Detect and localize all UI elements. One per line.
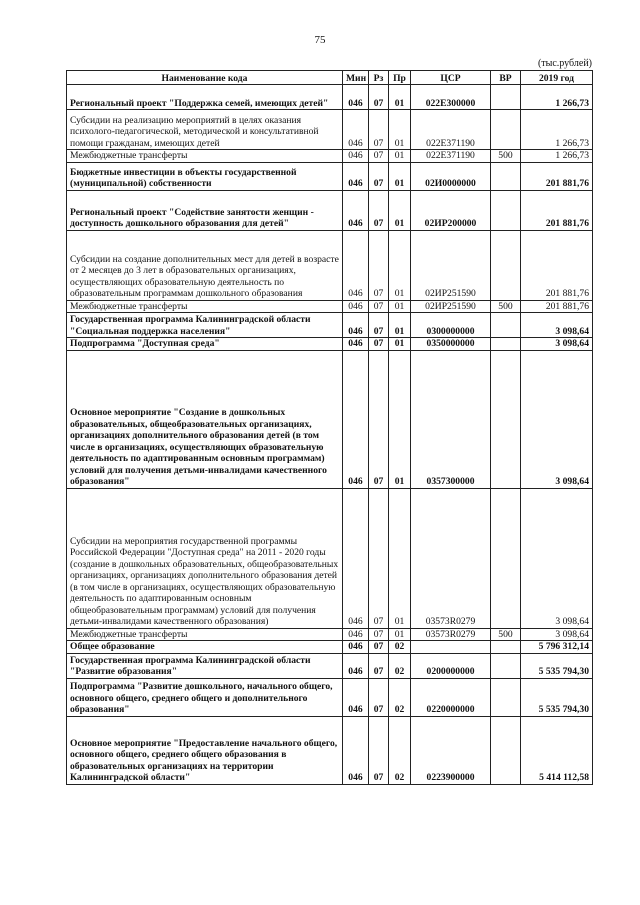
row-pr: 01 (389, 162, 411, 190)
row-vr (491, 350, 521, 488)
header-name: Наименование кода (67, 71, 343, 85)
row-name: Подпрограмма "Доступная среда" (67, 338, 343, 351)
row-amount: 201 881,76 (521, 300, 593, 313)
row-rz: 07 (369, 628, 389, 641)
row-min: 046 (343, 338, 369, 351)
row-min: 046 (343, 300, 369, 313)
table-row (67, 641, 593, 654)
row-pr: 01 (389, 628, 411, 641)
row-vr (491, 641, 521, 654)
row-min: 046 (343, 110, 369, 150)
table-row (67, 300, 593, 313)
row-vr (491, 678, 521, 716)
row-pr: 01 (389, 110, 411, 150)
row-rz: 07 (369, 110, 389, 150)
row-name: Субсидии на создание дополнительных мест для детей в возрасте от 2 месяцев до 3 лет в образовательных организациях, осуществляющих образовательную деятельность по образовательным программам дошкольного образования (67, 230, 343, 300)
row-csr: 022Е371190 (411, 110, 491, 150)
row-name: Субсидии на реализацию мероприятий в целях оказания психолого-педагогической, методической и консультативной помощи гражданам, имеющих детей (67, 110, 343, 150)
header-rz: Рз (369, 71, 389, 85)
row-vr (491, 110, 521, 150)
row-pr: 01 (389, 85, 411, 110)
row-min: 046 (343, 230, 369, 300)
row-amount: 1 266,73 (521, 150, 593, 163)
table-row (67, 716, 593, 784)
units-label: (тыс.рублей) (537, 58, 592, 69)
table-row (67, 230, 593, 300)
row-csr: 02ИР251590 (411, 300, 491, 313)
row-amount: 201 881,76 (521, 162, 593, 190)
row-amount: 5 796 312,14 (521, 641, 593, 654)
row-name: Бюджетные инвестиции в объекты государственной (муниципальной) собственности (67, 162, 343, 190)
header-year: 2019 год (521, 71, 593, 85)
row-rz: 07 (369, 350, 389, 488)
header-vr: ВР (491, 71, 521, 85)
table-body (67, 85, 593, 785)
row-min: 046 (343, 653, 369, 678)
row-pr: 02 (389, 653, 411, 678)
row-vr: 500 (491, 628, 521, 641)
row-min: 046 (343, 488, 369, 628)
row-amount: 3 098,64 (521, 628, 593, 641)
table-row (67, 150, 593, 163)
row-pr: 01 (389, 300, 411, 313)
row-pr: 02 (389, 716, 411, 784)
row-name: Государственная программа Калининградской области "Развитие образования" (67, 653, 343, 678)
row-amount: 201 881,76 (521, 230, 593, 300)
row-pr: 01 (389, 190, 411, 230)
row-csr: 0350000000 (411, 338, 491, 351)
row-rz: 07 (369, 313, 389, 338)
row-csr: 0300000000 (411, 313, 491, 338)
row-csr: 0223900000 (411, 716, 491, 784)
row-pr: 01 (389, 338, 411, 351)
row-vr (491, 488, 521, 628)
row-min: 046 (343, 150, 369, 163)
row-rz: 07 (369, 300, 389, 313)
row-csr (411, 641, 491, 654)
row-vr (491, 313, 521, 338)
row-name: Субсидии на мероприятия государственной программы Российской Федерации "Доступная среда" на 2011 - 2020 годы (создание в дошкольных образовательных, общеобразовательных организациях, организациях дополнительного образования детей (в том числе в организациях, осуществляющих образовательную деятельность по адаптированным основным общеобразовательным программам) условий для получения детьми-инвалидами качественного образования) (67, 488, 343, 628)
row-name: Межбюджетные трансферты (67, 150, 343, 163)
row-min: 046 (343, 628, 369, 641)
row-pr: 01 (389, 350, 411, 488)
row-amount: 5 414 112,58 (521, 716, 593, 784)
row-amount: 3 098,64 (521, 488, 593, 628)
row-name: Государственная программа Калининградской области "Социальная поддержка населения" (67, 313, 343, 338)
row-amount: 3 098,64 (521, 338, 593, 351)
row-name: Основное мероприятие "Предоставление начального общего, основного общего, среднего общего образования в образовательных организациях на территории Калининградской области" (67, 716, 343, 784)
header-csr: ЦСР (411, 71, 491, 85)
budget-table (66, 70, 593, 785)
row-vr (491, 230, 521, 300)
row-csr: 0200000000 (411, 653, 491, 678)
header-min: Мин (343, 71, 369, 85)
row-vr (491, 85, 521, 110)
row-min: 046 (343, 641, 369, 654)
row-name: Подпрограмма "Развитие дошкольного, начального общего, основного общего, среднего общего и дополнительного образования" (67, 678, 343, 716)
row-csr: 02ИР200000 (411, 190, 491, 230)
row-vr (491, 190, 521, 230)
row-vr: 500 (491, 300, 521, 313)
row-csr: 02ИР251590 (411, 230, 491, 300)
row-name: Межбюджетные трансферты (67, 300, 343, 313)
table-row (67, 628, 593, 641)
row-name: Региональный проект "Содействие занятости женщин - доступность дошкольного образования для детей" (67, 190, 343, 230)
header-pr: Пр (389, 71, 411, 85)
row-vr (491, 716, 521, 784)
row-min: 046 (343, 678, 369, 716)
table-row (67, 110, 593, 150)
row-vr (491, 653, 521, 678)
row-rz: 07 (369, 150, 389, 163)
table-row (67, 85, 593, 110)
row-rz: 07 (369, 653, 389, 678)
row-csr: 02И0000000 (411, 162, 491, 190)
row-csr: 022Е371190 (411, 150, 491, 163)
row-name: Межбюджетные трансферты (67, 628, 343, 641)
row-amount: 3 098,64 (521, 313, 593, 338)
row-amount: 1 266,73 (521, 85, 593, 110)
row-csr: 03573R0279 (411, 488, 491, 628)
table-header-row (67, 71, 593, 85)
row-amount: 5 535 794,30 (521, 678, 593, 716)
row-pr: 01 (389, 488, 411, 628)
row-amount: 5 535 794,30 (521, 653, 593, 678)
row-csr: 022Е300000 (411, 85, 491, 110)
table-row (67, 488, 593, 628)
table-row (67, 338, 593, 351)
row-rz: 07 (369, 338, 389, 351)
table-row (67, 653, 593, 678)
row-rz: 07 (369, 488, 389, 628)
row-rz: 07 (369, 85, 389, 110)
row-vr: 500 (491, 150, 521, 163)
row-min: 046 (343, 85, 369, 110)
row-rz: 07 (369, 190, 389, 230)
row-pr: 01 (389, 150, 411, 163)
row-pr: 02 (389, 641, 411, 654)
row-min: 046 (343, 190, 369, 230)
row-pr: 01 (389, 313, 411, 338)
row-rz: 07 (369, 230, 389, 300)
row-rz: 07 (369, 641, 389, 654)
table-row (67, 190, 593, 230)
page-number: 75 (314, 34, 326, 46)
row-amount: 1 266,73 (521, 110, 593, 150)
row-pr: 02 (389, 678, 411, 716)
row-amount: 201 881,76 (521, 190, 593, 230)
row-name: Общее образование (67, 641, 343, 654)
row-name: Региональный проект "Поддержка семей, имеющих детей" (67, 85, 343, 110)
row-amount: 3 098,64 (521, 350, 593, 488)
table-row (67, 678, 593, 716)
table-row (67, 313, 593, 338)
row-vr (491, 338, 521, 351)
row-rz: 07 (369, 162, 389, 190)
row-vr (491, 162, 521, 190)
row-csr: 0220000000 (411, 678, 491, 716)
row-min: 046 (343, 350, 369, 488)
row-csr: 03573R0279 (411, 628, 491, 641)
table-row (67, 350, 593, 488)
row-pr: 01 (389, 230, 411, 300)
row-name: Основное мероприятие "Создание в дошкольных образовательных, общеобразовательных организациях, организациях дополнительного образования детей (в том числе в организациях, осуществляющих образовательную деятельность по адаптированным основным программам) условий для получения детьми-инвалидами качественного образования" (67, 350, 343, 488)
row-min: 046 (343, 716, 369, 784)
row-min: 046 (343, 162, 369, 190)
row-rz: 07 (369, 678, 389, 716)
row-min: 046 (343, 313, 369, 338)
table-row (67, 162, 593, 190)
row-rz: 07 (369, 716, 389, 784)
row-csr: 0357300000 (411, 350, 491, 488)
